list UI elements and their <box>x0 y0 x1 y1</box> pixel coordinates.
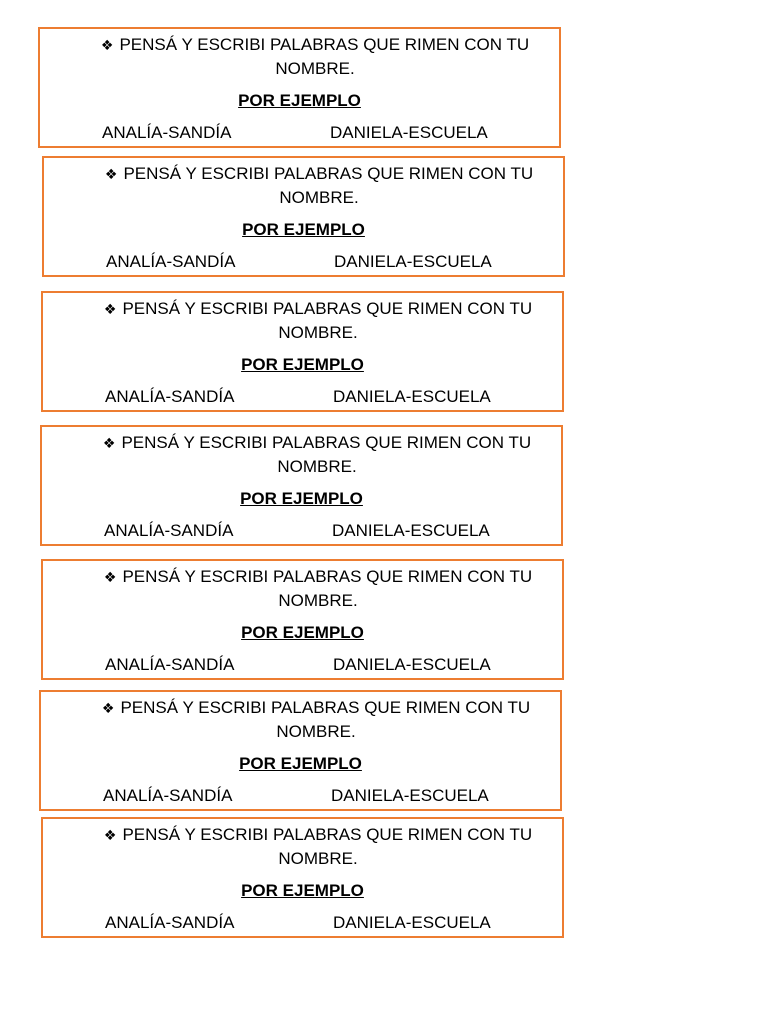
instruction-text <box>86 162 552 209</box>
instruction-label: PENSÁ Y ESCRIBI PALABRAS QUE RIMEN CON TU NOMBRE. <box>120 698 531 741</box>
diamond-bullet-icon: ❖ <box>100 37 114 53</box>
diamond-bullet-icon: ❖ <box>103 827 117 843</box>
rhyme-card <box>39 690 562 811</box>
instruction-text <box>82 33 548 80</box>
instruction-label: PENSÁ Y ESCRIBI PALABRAS QUE RIMEN CON TU NOMBRE. <box>122 825 533 868</box>
example-heading: POR EJEMPLO <box>239 754 362 773</box>
example-heading: POR EJEMPLO <box>238 91 361 110</box>
example-heading: POR EJEMPLO <box>241 881 364 900</box>
rhyme-card <box>41 817 564 938</box>
rhyme-card <box>41 559 564 680</box>
instruction-label: PENSÁ Y ESCRIBI PALABRAS QUE RIMEN CON TU NOMBRE. <box>122 567 533 610</box>
diamond-bullet-icon: ❖ <box>104 166 118 182</box>
rhyme-example-1: ANALÍA-SANDÍA <box>105 655 235 674</box>
rhyme-example-1: ANALÍA-SANDÍA <box>105 387 235 406</box>
diamond-bullet-icon: ❖ <box>103 569 117 585</box>
rhyme-example-1: ANALÍA-SANDÍA <box>104 521 234 540</box>
instruction-text <box>84 431 550 478</box>
instruction-text <box>85 297 551 344</box>
rhyme-example-1: ANALÍA-SANDÍA <box>105 913 235 932</box>
example-heading: POR EJEMPLO <box>241 355 364 374</box>
rhyme-example-1: ANALÍA-SANDÍA <box>102 123 232 142</box>
instruction-text <box>83 696 549 743</box>
example-heading: POR EJEMPLO <box>241 623 364 642</box>
instruction-label: PENSÁ Y ESCRIBI PALABRAS QUE RIMEN CON TU NOMBRE. <box>119 35 530 78</box>
instruction-text <box>85 565 551 612</box>
instruction-label: PENSÁ Y ESCRIBI PALABRAS QUE RIMEN CON TU NOMBRE. <box>123 164 534 207</box>
rhyme-card <box>38 27 561 148</box>
rhyme-example-2: DANIELA-ESCUELA <box>333 387 491 406</box>
rhyme-card <box>41 291 564 412</box>
rhyme-example-1: ANALÍA-SANDÍA <box>106 252 236 271</box>
rhyme-example-2: DANIELA-ESCUELA <box>332 521 490 540</box>
rhyme-example-2: DANIELA-ESCUELA <box>331 786 489 805</box>
rhyme-example-2: DANIELA-ESCUELA <box>334 252 492 271</box>
rhyme-example-2: DANIELA-ESCUELA <box>333 913 491 932</box>
diamond-bullet-icon: ❖ <box>101 700 115 716</box>
rhyme-example-2: DANIELA-ESCUELA <box>330 123 488 142</box>
diamond-bullet-icon: ❖ <box>103 301 117 317</box>
rhyme-card <box>40 425 563 546</box>
example-heading: POR EJEMPLO <box>240 489 363 508</box>
diamond-bullet-icon: ❖ <box>102 435 116 451</box>
example-heading: POR EJEMPLO <box>242 220 365 239</box>
instruction-label: PENSÁ Y ESCRIBI PALABRAS QUE RIMEN CON TU NOMBRE. <box>121 433 532 476</box>
instruction-label: PENSÁ Y ESCRIBI PALABRAS QUE RIMEN CON TU NOMBRE. <box>122 299 533 342</box>
rhyme-card <box>42 156 565 277</box>
rhyme-example-2: DANIELA-ESCUELA <box>333 655 491 674</box>
instruction-text <box>85 823 551 870</box>
rhyme-example-1: ANALÍA-SANDÍA <box>103 786 233 805</box>
